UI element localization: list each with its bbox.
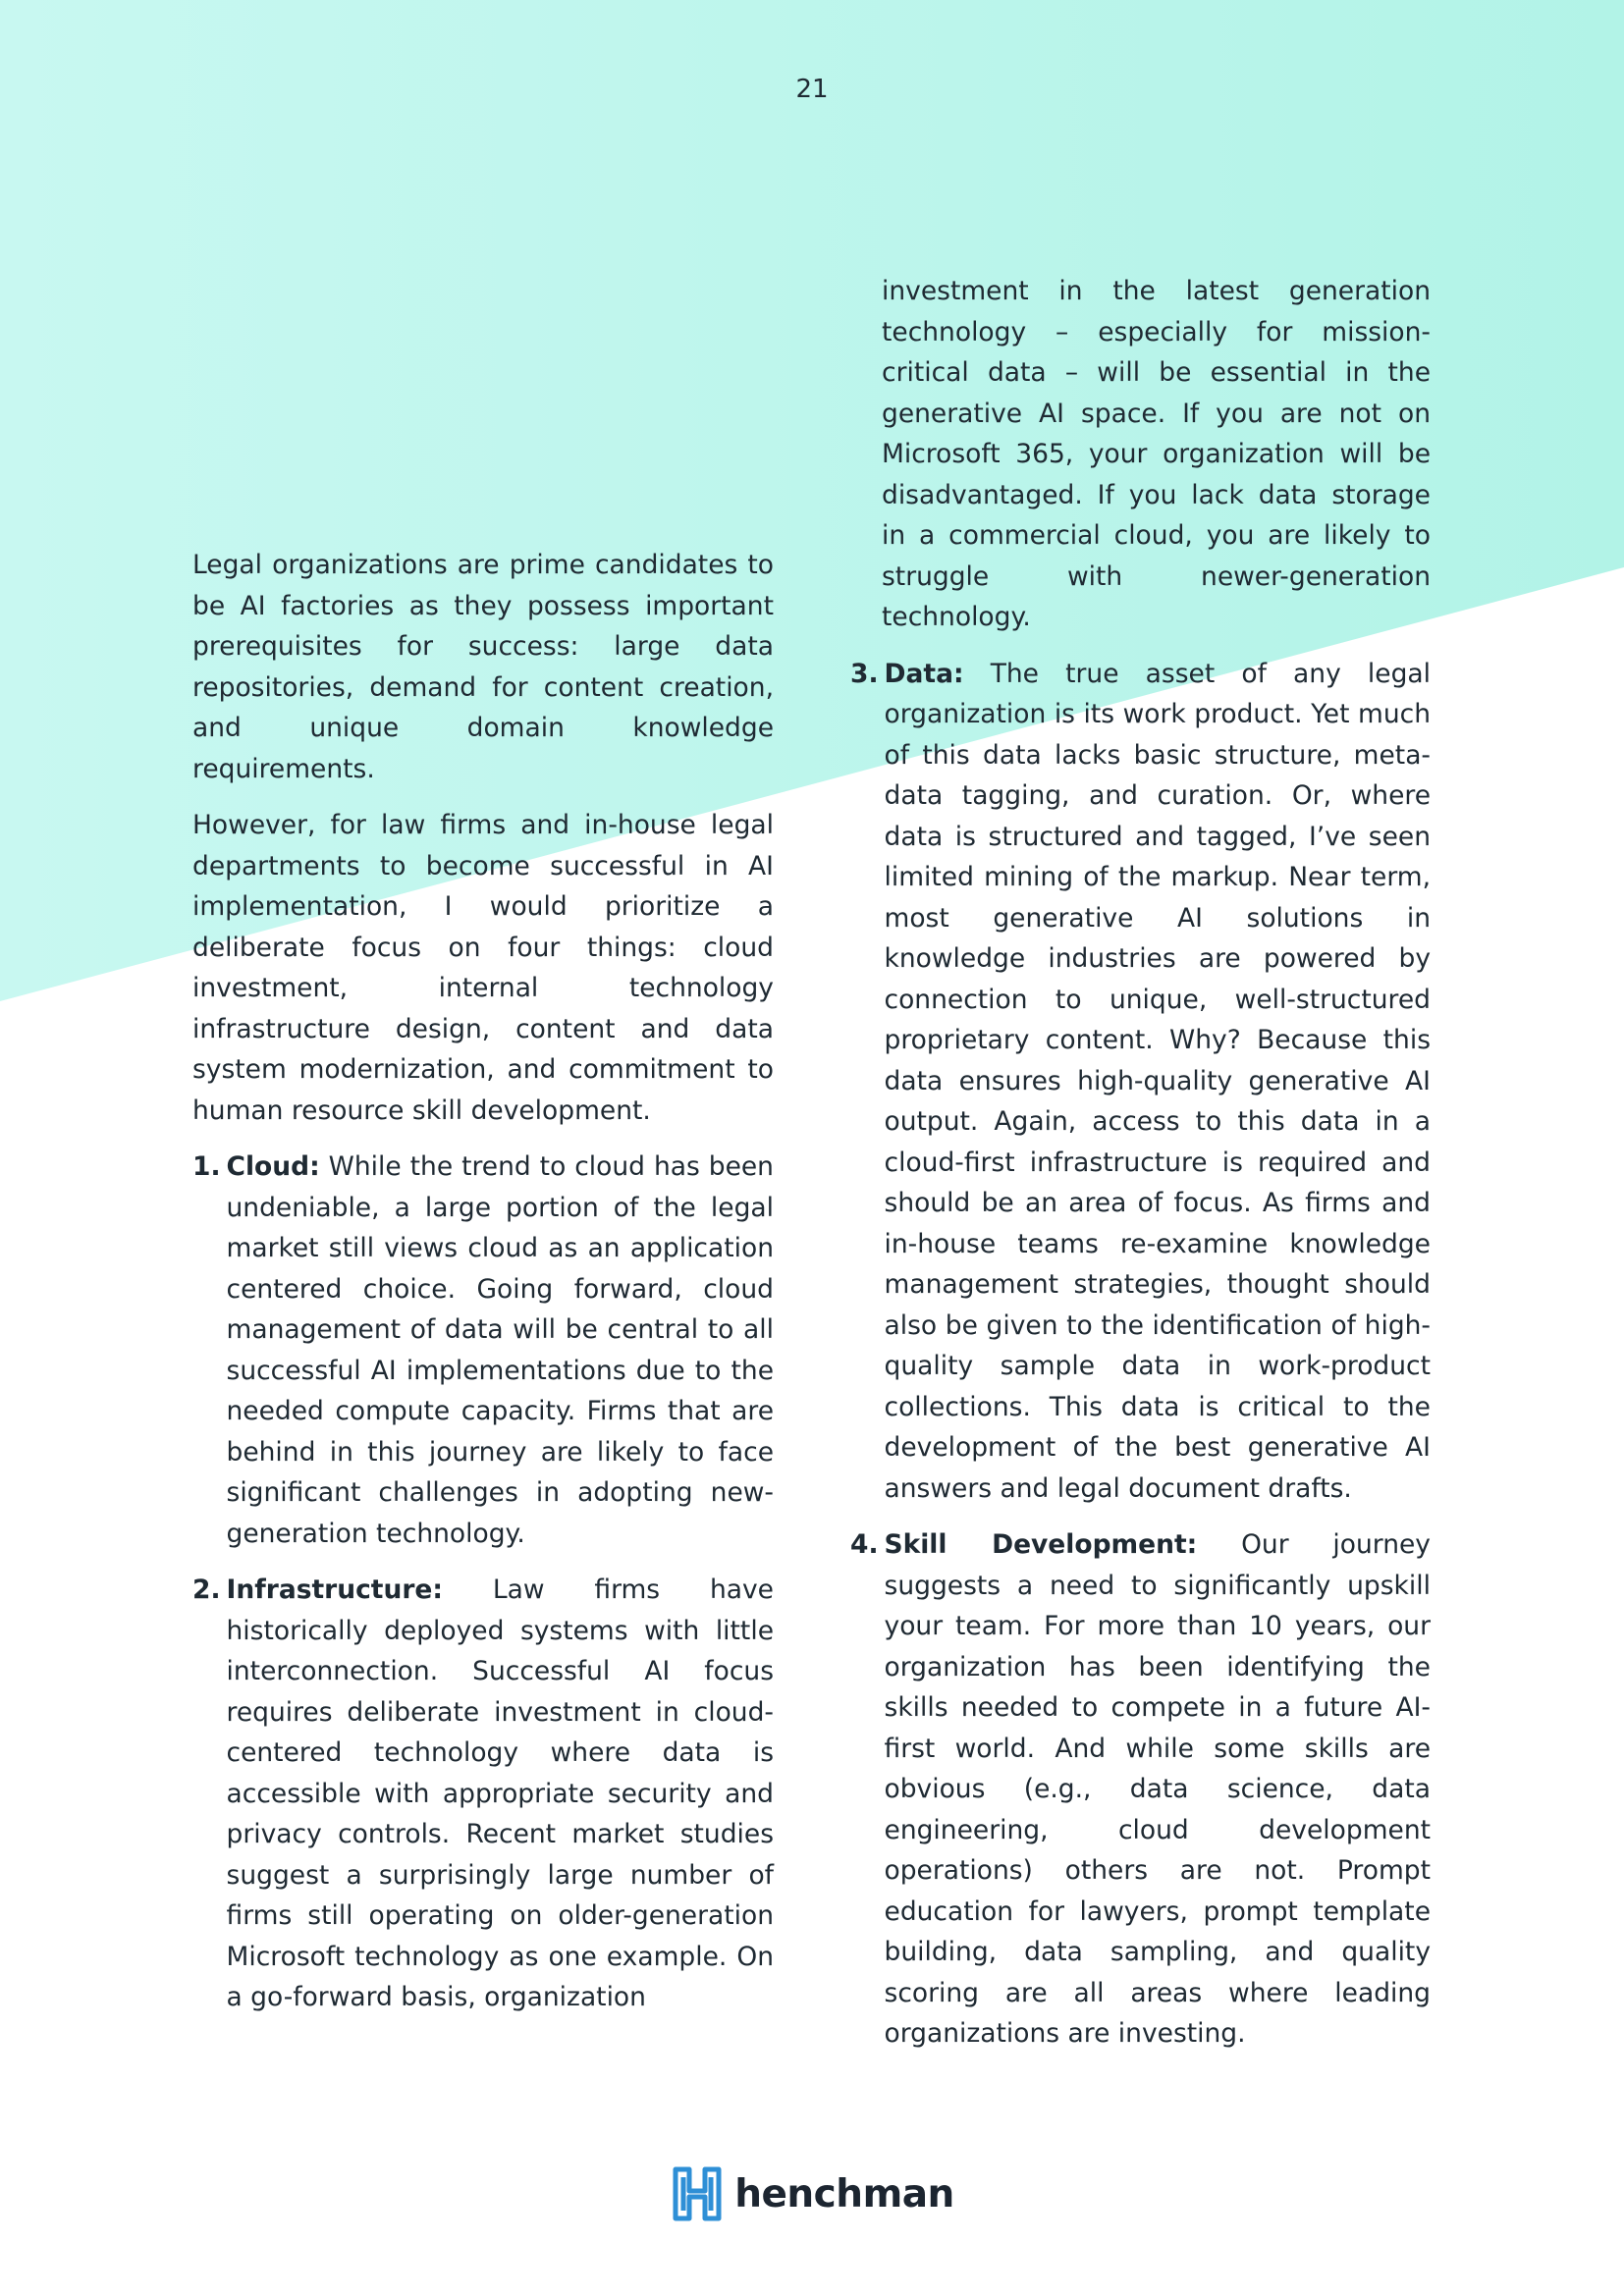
list-item-label: Cloud: — [226, 1151, 320, 1182]
list-item-data — [850, 654, 1431, 1510]
list-item-label: Skill Development: — [884, 1529, 1198, 1560]
footer-logo — [0, 2165, 1624, 2222]
list-item-text: While the trend to cloud has been undeniable, a large portion of the legal market still views cloud as an application centered choice. Going forward, cloud management of data will be central to all successful AI implementations due to the needed compute capacity. Firms that are behind in this journey are likely to face significant challenges in adopting new-generation technology. — [226, 1151, 774, 1549]
list-item-cloud — [192, 1147, 774, 1554]
list-item-body — [885, 1524, 1431, 2055]
intro-paragraph: Legal organizations are prime candidates to be AI factories as they possess important prerequisites for success: large data repositories, demand for content creation, and unique domain knowledge requirements. — [192, 550, 774, 784]
henchman-logo-icon — [670, 2165, 725, 2222]
list-item-skill-development — [850, 1524, 1431, 2055]
list-item-body — [227, 1147, 774, 1554]
list-item-number: 4. — [850, 1529, 879, 1560]
list-item-text: Law firms have historically deployed systems with little interconnection. Successful AI focus requires deliberate investment in cloud-centered technology where data is accessible with appropriate security and privacy controls. Recent market studies suggest a surprisingly large number of firms still operating on older-generation Microsoft technology as one example. On a go-forward basis, organization — [226, 1575, 774, 2012]
list-item-infrastructure — [192, 1570, 774, 2018]
list-item-number: 1. — [192, 1151, 221, 1182]
list-item-body — [885, 654, 1431, 1510]
priorities-paragraph: However, for law firms and in-house legal departments to become successful in AI implementation, I would prioritize a deliberate focus on four things: cloud investment, internal technology infrastructure design, content and data system modernization, and commitment to human resource skill development. — [192, 810, 774, 1126]
logo-lockup — [670, 2165, 954, 2222]
list-item-number: 2. — [192, 1575, 221, 1605]
list-item-body — [227, 1570, 774, 2018]
list-item-number: 3. — [850, 658, 879, 689]
page-number: 21 — [795, 75, 829, 104]
list-item-text: Our journey suggests a need to significantly upskill your team. For more than 10 years, our organization has been identifying the skills needed to compete in a future AI-first world. And while some skills are obvious (e.g., data science, data engineering, cloud development operations) others are not. Prompt education for lawyers, prompt template building, data sampling, and quality scoring are all areas where leading organizations are investing. — [884, 1529, 1431, 2049]
right-column — [850, 271, 1431, 2070]
list-item-label: Infrastructure: — [226, 1575, 443, 1605]
list-item-label: Data: — [884, 658, 964, 689]
logo-wordmark: henchman — [734, 2171, 954, 2216]
list-item-text: The true asset of any legal organization is its work product. Yet much of this data lacks basic structure, meta-data tagging, and curation. Or, where data is structured and tagged, I’ve seen limited mining of the markup. Near term, most generative AI solutions in knowledge industries are powered by connection to unique, well-structured proprietary content. Why? Because this data ensures high-quality generative AI output. Again, access to this data in a cloud-first infrastructure is required and should be an area of focus. As firms and in-house teams re-examine knowledge management strategies, thought should also be given to the identification of high-quality sample data in work-product collections. This data is critical to the development of the best generative AI answers and legal document drafts. — [884, 658, 1431, 1504]
left-column — [192, 545, 774, 2034]
continuation-paragraph: investment in the latest generation technology – especially for mission-critical data – will be essential in the generative AI space. If you are not on Microsoft 365, your organization will be disadvantaged. If you lack data storage in a commercial cloud, you are likely to struggle with newer-generation technology. — [882, 276, 1431, 632]
